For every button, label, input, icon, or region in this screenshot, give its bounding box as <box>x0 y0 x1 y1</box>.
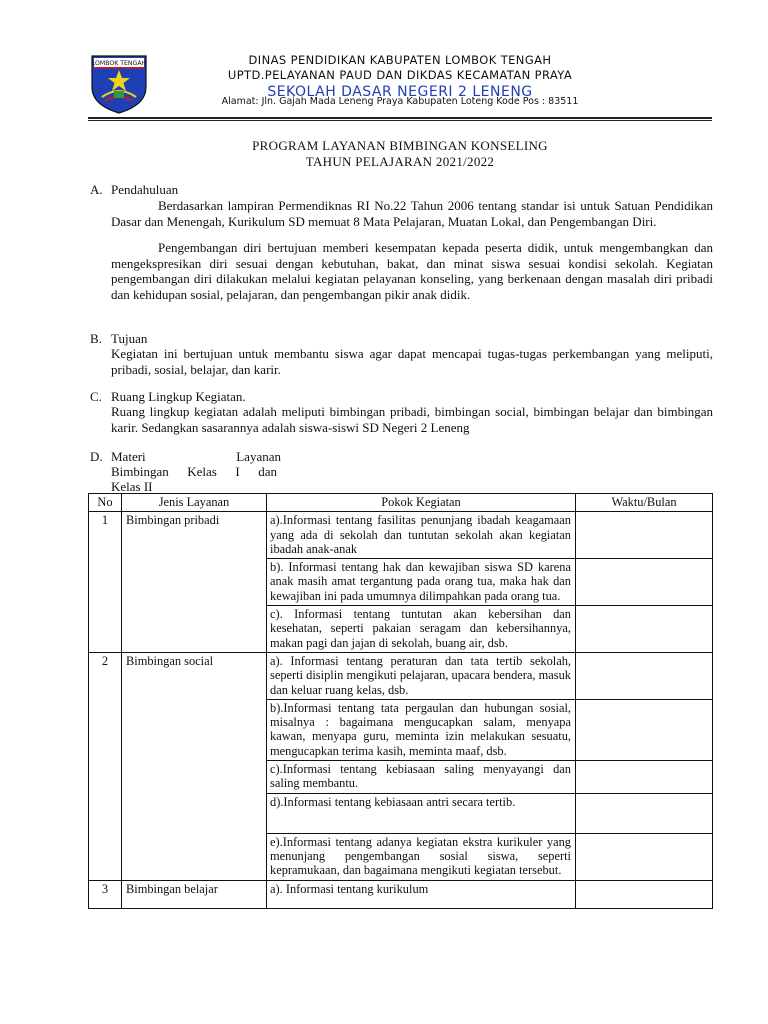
row-pokok: a). Informasi tentang kurikulum <box>267 880 576 908</box>
row-pokok: c). Informasi tentang tuntutan akan kebersihan dan kesehatan, seperti pakaian seragam dan kebersihannya, makan pagi dan jajan di sekolah, buang air, dsb. <box>267 606 576 653</box>
header-waktu-bulan: Waktu/Bulan <box>576 494 713 512</box>
section-d-letter-wrap <box>90 449 111 465</box>
row-waktu <box>576 793 713 833</box>
section-a-title: Pendahuluan <box>111 182 179 197</box>
row-jenis: Bimbingan social <box>122 652 267 880</box>
row-pokok: d).Informasi tentang kebiasaan antri secara tertib. <box>267 793 576 833</box>
row-pokok: b). Informasi tentang hak dan kewajiban siswa SD karena anak masih amat tergantung pada orang tua, maka hak dan kewajiban ini pada umumnya dilimpahkan pada orang tua. <box>267 559 576 606</box>
section-a-p2-text: Pengembangan diri bertujuan memberi kesempatan kepada peserta didik, untuk mengembangkan dan mengekspresikan diri sesuai dengan kebutuhan, bakat, dan minat siswa sesuai kondisi sekolah. Kegiatan pengembangan diri dilakukan melalui kegiatan pelayanan konseling, yang berkenaan dengan masalah diri pribadi dan kehidupan sosial, pelajaran, dan pengembangan pikir anak didik. <box>111 240 713 302</box>
section-d-word-kelas: Kelas <box>187 464 217 479</box>
layanan-table <box>88 493 713 909</box>
row-waktu <box>576 833 713 880</box>
section-a-paragraph-1 <box>111 198 713 229</box>
row-waktu <box>576 761 713 794</box>
section-d-word-layanan: Layanan <box>236 449 281 464</box>
unit-name: UPTD.PELAYANAN PAUD DAN DIKDAS KECAMATAN PRAYA <box>227 68 573 82</box>
row-waktu <box>576 652 713 699</box>
section-a-p1-text: Berdasarkan lampiran Permendiknas RI No.22 Tahun 2006 tentang standar isi untuk Satuan Pendidikan Dasar dan Menengah, Kurikulum SD memuat 8 Mata Pelajaran, Muatan Lokal, dan Pengembangan Diri. <box>111 198 713 229</box>
section-d-letter: D. <box>90 449 103 464</box>
row-pokok: a). Informasi tentang peraturan dan tata tertib sekolah, seperti disiplin mengikuti pelajaran, upacara bendera, masuk dan keluar ruang kelas, dsb. <box>267 652 576 699</box>
header-no: No <box>89 494 122 512</box>
agency-name: DINAS PENDIDIKAN KABUPATEN LOMBOK TENGAH <box>248 53 552 67</box>
section-d-word-i: I <box>235 464 240 479</box>
section-c-letter: C. <box>90 389 102 404</box>
school-address: Alamat: Jln. Gajah Mada Leneng Praya Kabupaten Loteng Kode Pos : 83511 <box>221 96 579 107</box>
section-c-paragraph: Ruang lingkup kegiatan adalah meliputi bimbingan pribadi, bimbingan social, bimbingan belajar dan bimbingan karir. Sedangkan sasarannya adalah siswa-siswi SD Negeri 2 Leneng <box>111 404 713 435</box>
section-a-heading <box>90 182 178 198</box>
title-line-2: TAHUN PELAJARAN 2021/2022 <box>305 154 495 169</box>
table-header-row <box>89 494 713 512</box>
title-line-1: PROGRAM LAYANAN BIMBINGAN KONSELING <box>252 138 548 153</box>
section-d-heading <box>111 449 281 494</box>
row-waktu <box>576 512 713 559</box>
row-jenis: Bimbingan pribadi <box>122 512 267 653</box>
section-d-word-materi: Materi <box>111 449 146 464</box>
section-c-title: Ruang Lingkup Kegiatan. <box>111 389 246 404</box>
section-c-heading <box>90 389 246 405</box>
letterhead-rule-thin <box>88 120 712 121</box>
header-pokok-kegiatan: Pokok Kegiatan <box>267 494 576 512</box>
section-b-paragraph: Kegiatan ini bertujuan untuk membantu siswa agar dapat mencapai tugas-tugas perkembangan yang meliputi, pribadi, sosial, belajar, dan karir. <box>111 346 713 377</box>
row-pokok: b).Informasi tentang tata pergaulan dan hubungan sosial, misalnya : bagaimana mengucapkan salam, menyapa kawan, menyapa guru, meminta izin melakukan sesuatu, mengucapkan terima kasih, meminta maaf, dsb. <box>267 699 576 760</box>
row-waktu <box>576 880 713 908</box>
document-title <box>88 138 712 170</box>
row-no: 1 <box>89 512 122 653</box>
letterhead <box>190 53 610 101</box>
section-d-word-bimbingan: Bimbingan <box>111 464 169 479</box>
row-jenis: Bimbingan belajar <box>122 880 267 908</box>
school-name: SEKOLAH DASAR NEGERI 2 LENENG <box>267 84 533 100</box>
section-b-title: Tujuan <box>111 331 148 346</box>
section-a-letter: A. <box>90 182 103 197</box>
row-no: 3 <box>89 880 122 908</box>
row-pokok: e).Informasi tentang adanya kegiatan ekstra kurikuler yang menunjang pengembangan sosial siswa, seperti kepramukaan, dan bagaimana mengikuti kegiatan tersebut. <box>267 833 576 880</box>
row-waktu <box>576 606 713 653</box>
table-row <box>89 652 713 699</box>
logo-caption: LOMBOK TENGAH <box>91 60 147 67</box>
row-waktu <box>576 559 713 606</box>
lombok-tengah-logo-icon <box>88 53 150 115</box>
section-d-word-dan: dan <box>258 464 277 479</box>
table-row <box>89 512 713 559</box>
section-d-line-3: Kelas II <box>111 479 153 494</box>
section-b-letter: B. <box>90 331 102 346</box>
section-a-paragraph-2 <box>111 240 713 302</box>
row-waktu <box>576 699 713 760</box>
row-pokok: c).Informasi tentang kebiasaan saling menyayangi dan saling membantu. <box>267 761 576 794</box>
table-row <box>89 880 713 908</box>
row-pokok: a).Informasi tentang fasilitas penunjang ibadah keagamaan yang ada di sekolah dan tuntutan sekolah akan kegiatan ibadah anak-anak <box>267 512 576 559</box>
header-jenis-layanan: Jenis Layanan <box>122 494 267 512</box>
letterhead-rule-thick <box>88 117 712 119</box>
section-b-heading <box>90 331 147 347</box>
row-no: 2 <box>89 652 122 880</box>
